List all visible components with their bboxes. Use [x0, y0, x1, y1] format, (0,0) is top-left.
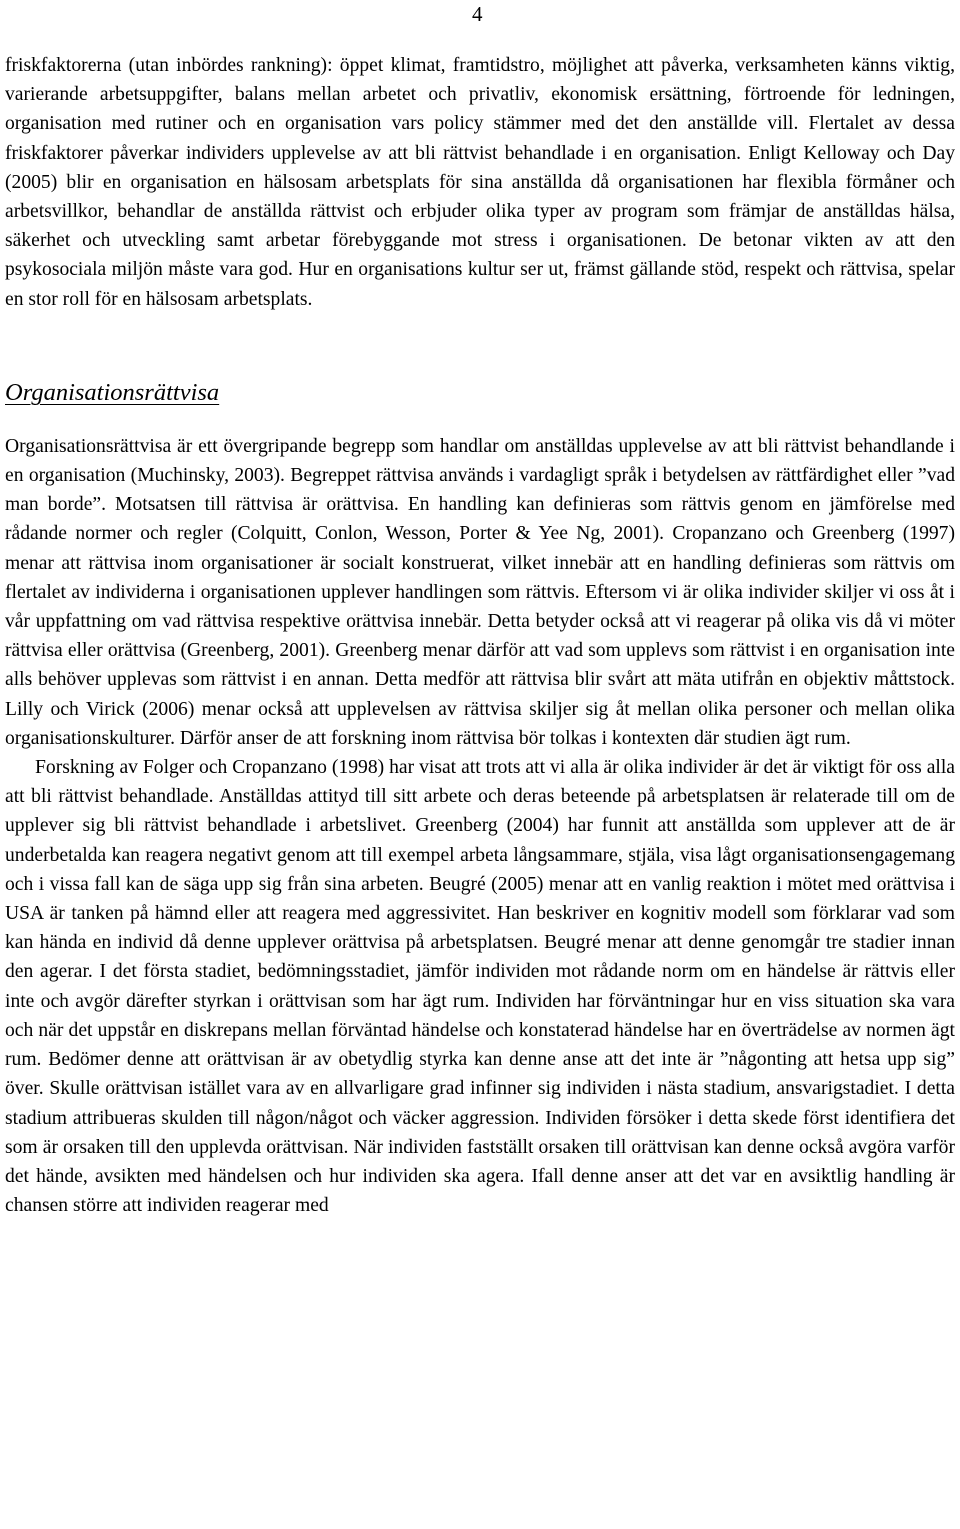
section-paragraph-1: Organisationsrättvisa är ett övergripande begrepp som handlar om anställdas upplevelse av att bli rättvist behandlande i en organisation (Muchinsky, 2003). Begreppet rättvisa används i vardagligt språk i betydelsen av rättfärdighet eller ”vad man borde”. Motsatsen till rättvisa är orättvisa. En handling kan definieras som rättvis genom en jämförelse med rådande normer och regler (Colquitt, Conlon, Wesson, Porter & Yee Ng, 2001). Cropanzano och Greenberg (1997) menar att rättvisa inom organisationer är socialt konstruerat, vilket innebär att en handling definieras som rättvis om flertalet av individerna i organisationen upplever handlingen som rättvis. Eftersom vi är olika individer skiljer vi oss åt i vår uppfattning om vad rättvisa respektive orättvisa innebär. Detta betyder också att vi reagerar på olika vis då vi möter rättvisa eller orättvisa (Greenberg, 2001). Greenberg menar därför att vad som upplevs som rättvist i en organisation inte alls behöver upplevas som rättvist i en annan. Detta medför att rättvisa blir svårt att mäta utifrån en objektiv måttstock. Lilly och Virick (2006) menar också att upplevelsen av rättvisa skiljer sig åt mellan olika personer och mellan olika organisationskulturer. Därför anser de att forskning inom rättvisa bör tolkas i kontexten där studien ägt rum. [5, 435, 955, 749]
section-paragraph-2: Forskning av Folger och Cropanzano (1998) har visat att trots att vi alla är olika individer är det är viktigt för oss alla att bli rättvist behandlade. Anställdas attityd till sitt arbete och deras beteende på arbetsplatsen är relaterade till om de upplever sig bli rättvist behandlade i arbetslivet. Greenberg (2004) har funnit att anställda som upplever att de är underbetalda kan reagera negativt genom att till exempel arbeta långsammare, stjäla, visa lågt organisationsengagemang och i vissa fall kan de säga upp sig från sina arbeten. Beugré (2005) menar att en vanlig reaktion i mötet med orättvisa i USA är tanken på hämnd eller att reagera med aggressivitet. Han beskriver en kognitiv modell som förklarar vad som kan hända en individ då denne upplever orättvisa på arbetsplatsen. Beugré menar att denne genomgår tre stadier innan den agerar. I det första stadiet, bedömningsstadiet, jämför individen mot rådande norm om en händelse är rättvis eller inte och avgör därefter styrkan i orättvisan som har ägt rum. Individen har förväntningar hur en viss situation ska vara och när det uppstår en diskrepans mellan förväntad händelse och konstaterad händelse har en överträdelse av normen ägt rum. Bedömer denne att orättvisan är av obetydlig styrka kan denne anse att det inte är ”någonting att hetsa upp sig” över. Skulle orättvisan istället vara av en allvarligare grad infinner sig individen i nästa stadium, ansvarigstadiet. I detta stadium attribueras skulden till någon/något och väcker aggression. Individen försöker i detta skede först identifiera det som är orsaken till den upplevda orättvisan. När individen fastställt orsaken till orättvisan kan denne också avgöra varför det hände, avsikten med händelsen och hur individen ska agera. Ifall denne anser att det var en avsiktlig handling är chansen större att individen reagerar med [5, 757, 955, 1217]
page-number: 4 [472, 2, 483, 26]
page-body [5, 51, 955, 1220]
intro-paragraph: friskfaktorerna (utan inbördes rankning): öppet klimat, framtidstro, möjlighet att påverka, verksamheten känns viktig, varierande arbetsuppgifter, balans mellan arbetet och privatliv, ekonomisk ersättning, förtroende för ledningen, organisation med rutiner och en organisation vars policy stämmer med det den anställde vill. Flertalet av dessa friskfaktorer påverkar individers upplevelse av att bli rättvist behandlade i en organisation. Enligt Kelloway och Day (2005) blir en organisation en hälsosam arbetsplats för sina anställda då organisationen har flexibla förmåner och arbetsvillkor, behandlar de anställda rättvist och erbjuder olika typer av program som främjar de anställdas hälsa, säkerhet och utveckling samt arbetar förebyggande mot stress i organisationen. De betonar vikten av att den psykosociala miljön måste vara god. Hur en organisations kultur ser ut, främst gällande stöd, respekt och rättvisa, spelar en stor roll för en hälsosam arbetsplats. [5, 55, 955, 310]
section-heading: Organisationsrättvisa [5, 378, 220, 406]
